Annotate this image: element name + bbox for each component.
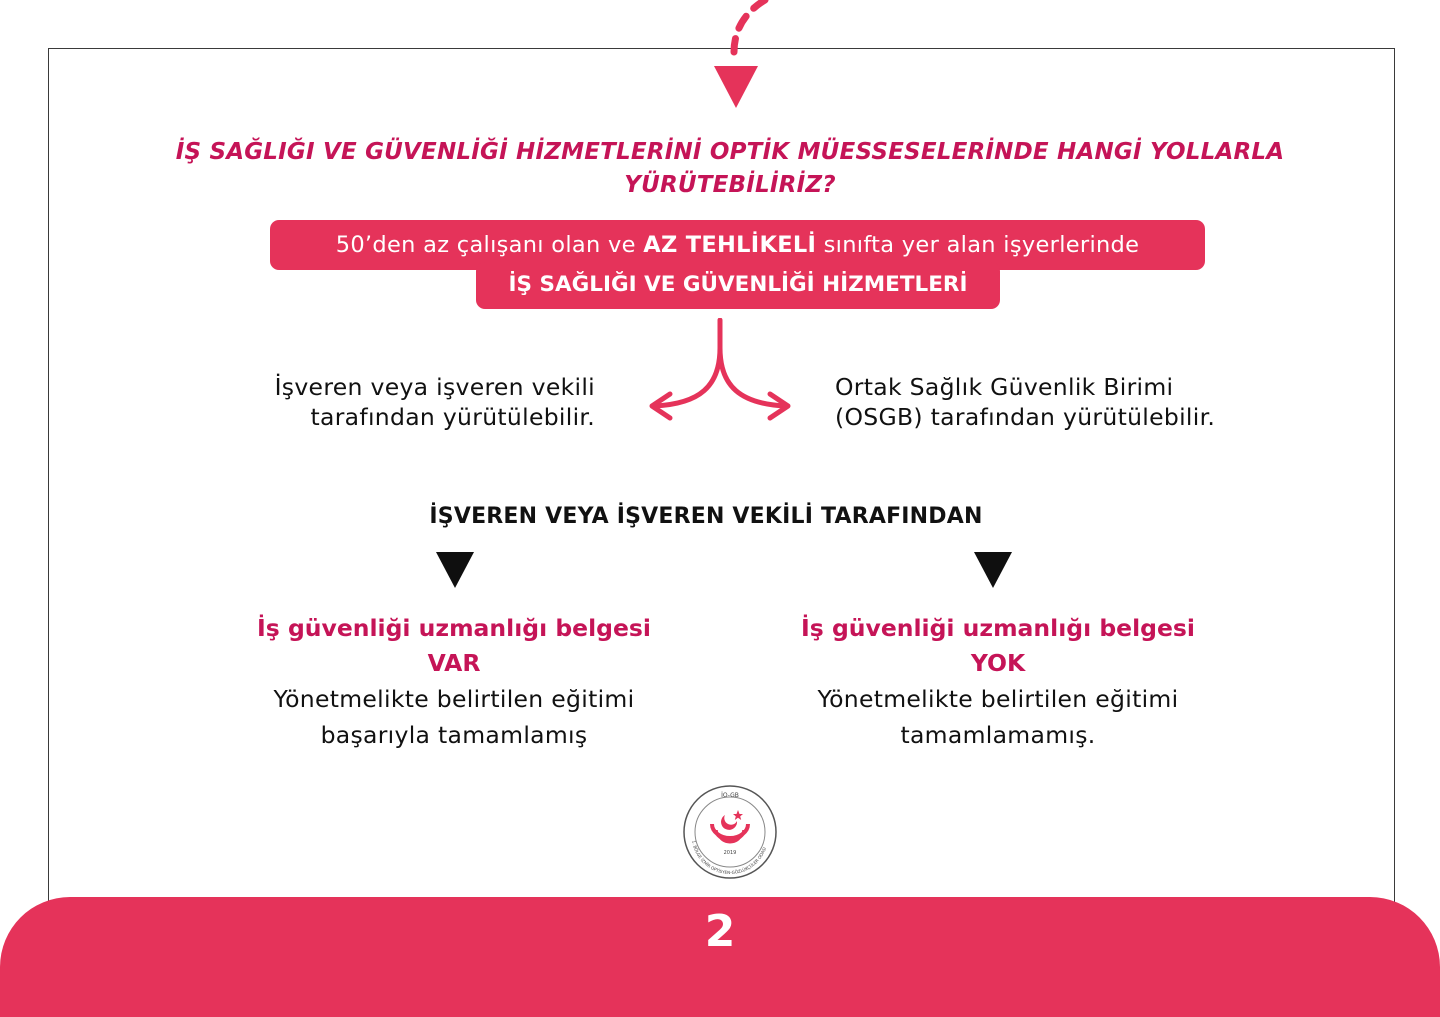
option-osgb-line-2: (OSGB) tarafından yürütülebilir. bbox=[835, 403, 1216, 431]
case-var-line-2: başarıyla tamamlamış bbox=[320, 721, 588, 749]
case-yok-line-1: Yönetmelikte belirtilen eğitimi bbox=[817, 685, 1179, 713]
case-var-title: İş güvenliği uzmanlığı belgesi bbox=[257, 614, 651, 642]
option-employer-line-2: tarafından yürütülebilir. bbox=[310, 403, 595, 431]
page-title bbox=[120, 136, 1340, 202]
dashed-arrow-down-icon bbox=[690, 0, 800, 112]
title-line-2: YÜRÜTEBİLİRİZ? bbox=[624, 172, 836, 198]
case-var-line-1: Yönetmelikte belirtilen eğitimi bbox=[273, 685, 635, 713]
page-number: 2 bbox=[704, 906, 736, 957]
case-yok-status: YOK bbox=[970, 649, 1026, 677]
title-line-1: İŞ SAĞLIĞI VE GÜVENLİĞİ HİZMETLERİNİ OPTİK MÜESSESELERİNDE HANGİ YOLLARLA bbox=[175, 139, 1285, 165]
case-yok-title: İş güvenliği uzmanlığı belgesi bbox=[801, 614, 1195, 642]
case-yok bbox=[738, 611, 1258, 753]
case-yok-line-2: tamamlamamış. bbox=[900, 721, 1096, 749]
option-osgb bbox=[835, 372, 1355, 432]
option-employer-line-1: İşveren veya işveren vekili bbox=[274, 373, 595, 401]
option-employer bbox=[150, 372, 595, 432]
logo-year: 2019 bbox=[723, 850, 737, 856]
organization-logo bbox=[682, 784, 778, 880]
triangle-down-icon bbox=[974, 552, 1012, 588]
logo-ring-textpath: 1. BÖLGE İZMİR OPTİSYEN-GÖZLÜKÇÜLER ODASI bbox=[691, 840, 768, 876]
highlight-prefix: 50’den az çalışanı olan ve bbox=[335, 232, 644, 258]
highlight-bold: AZ TEHLİKELİ bbox=[643, 232, 817, 258]
highlight-suffix: sınıfta yer alan işyerlerinde bbox=[816, 232, 1140, 258]
highlight-pill-line-2: İŞ SAĞLIĞI VE GÜVENLİĞİ HİZMETLERİ bbox=[476, 262, 1000, 309]
section-subheading: İŞVEREN VEYA İŞVEREN VEKİLİ TARAFINDAN bbox=[429, 504, 983, 529]
case-var-status: VAR bbox=[427, 649, 481, 677]
option-osgb-line-1: Ortak Sağlık Güvenlik Birimi bbox=[835, 373, 1174, 401]
logo-top-text: İO-GB bbox=[721, 792, 739, 799]
triangle-down-icon bbox=[436, 552, 474, 588]
split-arrow-icon bbox=[640, 318, 800, 428]
case-var bbox=[194, 611, 714, 753]
